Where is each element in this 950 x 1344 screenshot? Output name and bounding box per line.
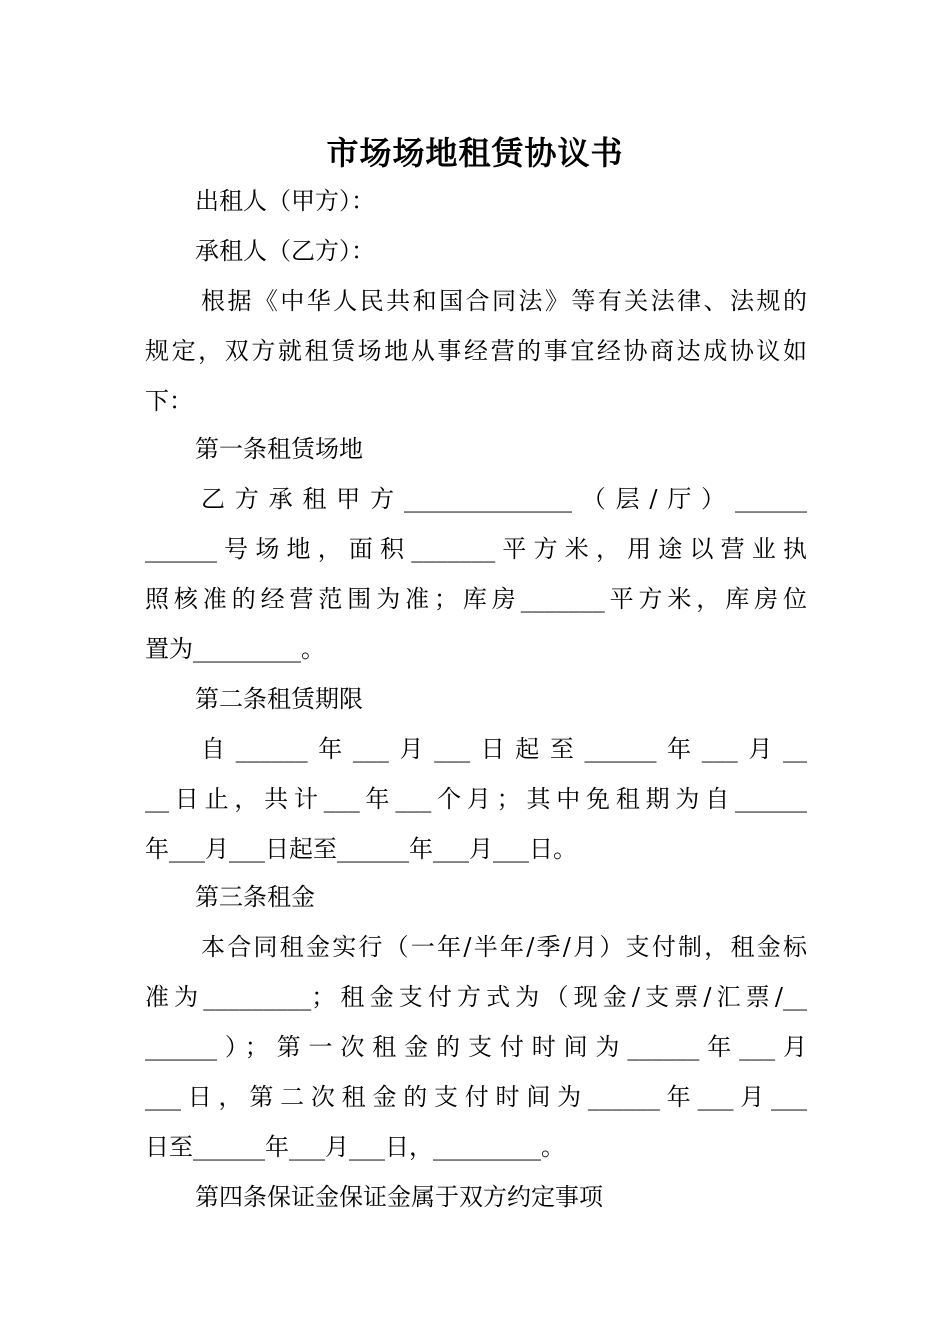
lessee-line: 承租人（乙方）： <box>195 237 375 265</box>
article-1-line-3: 照核准的经营范围为准；库房_______平方米，库房位 <box>145 585 807 613</box>
document-title: 市场场地租赁协议书 <box>326 134 624 172</box>
article-3-heading: 第三条租金 <box>195 883 315 911</box>
lessor-line: 出租人（甲方）： <box>195 187 375 215</box>
article-1-line-2: ______号场地，面积_______平方米，用途以营业执 <box>145 535 807 563</box>
article-2-line-3: 年___月___日起至______年___月___日。 <box>145 835 577 863</box>
article-3-line-3: ______）；第一次租金的支付时间为______年___月 <box>145 1033 807 1061</box>
article-1-line-4: 置为_________。 <box>145 635 325 663</box>
article-4-heading: 第四条保证金保证金属于双方约定事项 <box>195 1183 603 1211</box>
article-3-line-1: 本合同租金实行（一年/半年/季/月）支付制，租金标 <box>201 933 807 961</box>
article-3-line-2: 准为_________；租金支付方式为（现金/支票/汇票/__ <box>145 983 807 1011</box>
preamble-line-1: 根据《中华人民共和国合同法》等有关法律、法规的 <box>201 287 807 315</box>
preamble-line-2: 规定，双方就租赁场地从事经营的事宜经协商达成协议如 <box>145 337 807 365</box>
article-3-line-5: 日至______年___月___日，_________。 <box>145 1133 565 1161</box>
article-2-line-2: __日止，共计___年___个月；其中免租期为自______ <box>145 785 807 813</box>
article-2-line-1: 自______年___月___日起至______年___月__ <box>201 735 807 763</box>
article-1-line-1: 乙方承租甲方______________（层/厅）______ <box>201 485 807 513</box>
article-2-heading: 第二条租赁期限 <box>195 685 363 713</box>
article-1-heading: 第一条租赁场地 <box>195 435 363 463</box>
article-3-line-4: ___日，第二次租金的支付时间为______年___月___ <box>145 1083 807 1111</box>
preamble-line-3: 下： <box>145 387 193 415</box>
